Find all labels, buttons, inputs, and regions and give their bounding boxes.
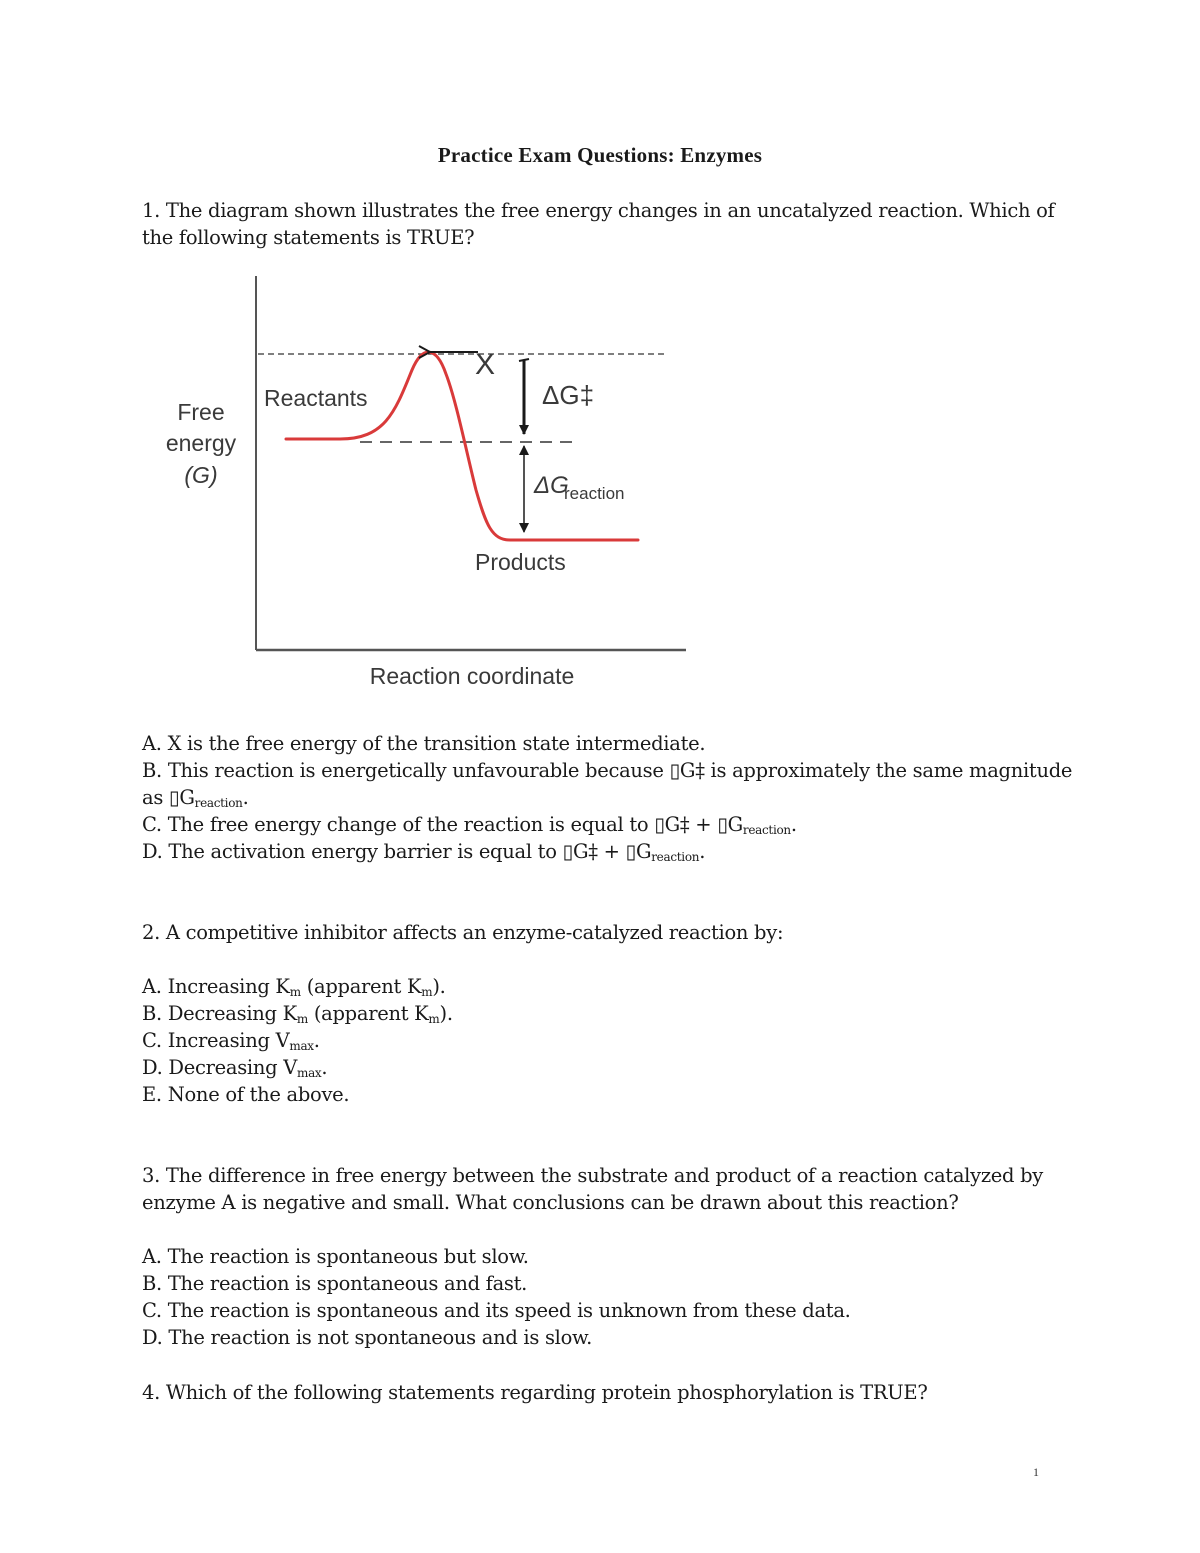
delta-g-reaction-subscript: reaction [564,484,625,503]
x-axis-label: Reaction coordinate [369,663,575,689]
delta-g-reaction-label: ΔG [534,472,569,499]
x-marker-label: X [475,348,496,381]
page-title: Practice Exam Questions: Enzymes [437,143,763,167]
q1-option-c: C. The free energy change of the reaction is equal to ▯G‡ + $▯G_{reaction}$. [142,813,797,837]
q2-option-b: B. Decreasing $K_m$ (apparent $K_m$). [142,1002,453,1026]
q2-option-d: D. Decreasing $V_{max}$. [142,1056,328,1080]
q3-option-a: A. The reaction is spontaneous but slow. [142,1245,529,1268]
q1-option-a: A. X is the free energy of the transition state intermediate. [142,732,706,755]
reactants-label: Reactants [264,385,368,411]
y-axis-label-line3: (G) [184,462,218,488]
q1-option-b-line1: B. This reaction is energetically unfavourable because ▯G‡ is approximately the same magnitude [142,759,1073,782]
q3-stem-line1: 3. The difference in free energy between the substrate and product of a reaction catalyzed by [142,1164,1044,1187]
q1-stem-line1: 1. The diagram shown illustrates the free energy changes in an uncatalyzed reaction. Which of [142,199,1055,222]
products-label: Products [475,549,566,575]
q3-stem-line2: enzyme A is negative and small. What conclusions can be drawn about this reaction? [142,1191,959,1214]
q1-option-d: D. The activation energy barrier is equal to ▯G‡ + $▯G_{reaction}$. [142,840,706,864]
q3-option-c: C. The reaction is spontaneous and its speed is unknown from these data. [142,1299,851,1322]
y-axis-label-line2: energy [165,430,237,456]
q2-option-e: E. None of the above. [142,1083,350,1106]
activation-energy-arrow-cap [519,359,529,361]
free-energy-diagram [150,270,710,700]
q1-stem-line2: the following statements is TRUE? [142,226,475,249]
free-energy-diagram-svg [150,270,710,700]
q1-option-b-line2: as $▯G_{reaction}$. [142,786,249,810]
q3-option-d: D. The reaction is not spontaneous and is slow. [142,1326,593,1349]
delta-g-activation-label: ΔG‡ [542,380,595,410]
y-axis-label-line1: Free [177,399,225,425]
q2-option-a: A. Increasing $K_m$ (apparent $K_m$). [142,975,446,999]
q2-option-c: C. Increasing $V_{max}$. [142,1029,320,1053]
q4-stem: 4. Which of the following statements regarding protein phosphorylation is TRUE? [142,1381,928,1404]
page-number: 1 [1033,1465,1039,1479]
q2-stem: 2. A competitive inhibitor affects an enzyme-catalyzed reaction by: [142,921,784,944]
q3-option-b: B. The reaction is spontaneous and fast. [142,1272,528,1295]
